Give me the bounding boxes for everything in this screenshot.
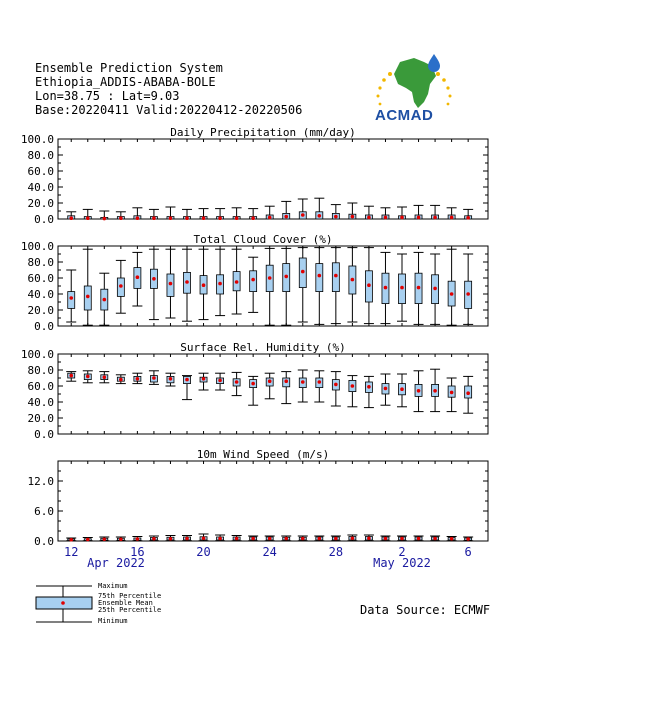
mean-dot bbox=[218, 537, 222, 541]
box-12 bbox=[66, 212, 76, 220]
box-21 bbox=[215, 373, 225, 390]
mean-dot bbox=[450, 391, 454, 395]
panel-title: 10m Wind Speed (m/s) bbox=[196, 448, 330, 461]
panel-2 bbox=[21, 341, 488, 441]
y-tick-label: 80.0 bbox=[27, 364, 54, 377]
box-15 bbox=[116, 375, 126, 384]
box-19 bbox=[182, 209, 192, 220]
mean-dot bbox=[152, 277, 156, 281]
box-17 bbox=[149, 536, 159, 541]
mean-dot bbox=[433, 216, 437, 220]
box-21 bbox=[215, 249, 225, 315]
mean-dot bbox=[69, 296, 73, 300]
header-system: Ensemble Prediction System bbox=[35, 61, 223, 75]
mean-dot bbox=[433, 389, 437, 393]
box-26 bbox=[298, 370, 308, 402]
mean-dot bbox=[251, 382, 255, 386]
mean-dot bbox=[136, 216, 140, 220]
box-1 bbox=[380, 536, 390, 541]
box-22 bbox=[232, 536, 242, 541]
mean-dot bbox=[450, 537, 454, 541]
y-tick-label: 60.0 bbox=[27, 165, 54, 178]
panel-1 bbox=[21, 233, 488, 333]
box-4 bbox=[430, 536, 440, 541]
mean-dot bbox=[119, 378, 123, 382]
y-tick-label: 80.0 bbox=[27, 149, 54, 162]
box-16 bbox=[132, 252, 142, 306]
mean-dot bbox=[103, 375, 107, 379]
box-5 bbox=[447, 208, 457, 219]
box-21 bbox=[215, 209, 225, 220]
mean-dot bbox=[152, 376, 156, 380]
mean-dot bbox=[301, 213, 305, 217]
mean-dot bbox=[351, 536, 355, 540]
box-2 bbox=[397, 536, 407, 541]
box-3 bbox=[414, 371, 424, 412]
box-19 bbox=[182, 376, 192, 400]
x-tick-label: 6 bbox=[464, 545, 472, 559]
mean-dot bbox=[301, 270, 305, 274]
mean-dot bbox=[400, 216, 404, 220]
panel-title: Daily Precipitation (mm/day) bbox=[170, 126, 356, 139]
panel-title: Total Cloud Cover (%) bbox=[193, 233, 333, 246]
x-tick-label: 28 bbox=[328, 545, 344, 559]
box-23 bbox=[248, 209, 258, 220]
box-17 bbox=[149, 371, 159, 385]
mean-dot bbox=[185, 378, 189, 382]
mean-dot bbox=[450, 216, 454, 220]
box-30 bbox=[364, 206, 374, 219]
x-tick-label: 16 bbox=[130, 545, 145, 559]
mean-dot bbox=[268, 216, 272, 220]
box-14 bbox=[99, 537, 109, 541]
legend-label: 75th Percentile bbox=[98, 592, 162, 600]
mean-dot bbox=[235, 216, 239, 220]
mean-dot bbox=[284, 215, 288, 219]
box-24 bbox=[265, 536, 275, 541]
mean-dot bbox=[103, 537, 107, 541]
y-tick-label: 40.0 bbox=[27, 396, 54, 409]
box-18 bbox=[165, 207, 175, 220]
box-6 bbox=[463, 376, 473, 413]
box-23 bbox=[248, 257, 258, 312]
x-tick-label: 24 bbox=[262, 545, 277, 559]
box-16 bbox=[132, 208, 142, 220]
mean-dot bbox=[86, 375, 90, 379]
mean-dot bbox=[318, 380, 322, 384]
mean-dot bbox=[318, 214, 322, 218]
panel-frame bbox=[58, 139, 488, 219]
mean-dot bbox=[136, 377, 140, 381]
y-tick-label: 40.0 bbox=[27, 288, 54, 301]
mean-dot bbox=[417, 286, 421, 290]
mean-dot bbox=[169, 216, 173, 220]
box-24 bbox=[265, 206, 275, 219]
mean-dot bbox=[466, 537, 470, 541]
box-23 bbox=[248, 376, 258, 405]
box-24 bbox=[265, 373, 275, 399]
box-28 bbox=[331, 372, 341, 406]
mean-dot bbox=[218, 216, 222, 220]
panel-title: Surface Rel. Humidity (%) bbox=[180, 341, 346, 354]
panel-3 bbox=[28, 448, 489, 548]
box-3 bbox=[414, 252, 424, 324]
box-20 bbox=[199, 209, 209, 220]
mean-dot bbox=[400, 387, 404, 391]
mean-dot bbox=[251, 537, 255, 541]
mean-dot bbox=[202, 283, 206, 287]
mean-dot bbox=[268, 379, 272, 383]
mean-dot bbox=[136, 275, 140, 279]
box-22 bbox=[232, 249, 242, 314]
header-station: Ethiopia_ADDIS-ABABA-BOLE bbox=[35, 75, 216, 89]
y-tick-label: 60.0 bbox=[27, 272, 54, 285]
box-30 bbox=[364, 535, 374, 541]
box-15 bbox=[116, 260, 126, 313]
header-dates: Base:20220411 Valid:20220412-20220506 bbox=[35, 103, 303, 117]
mean-dot bbox=[384, 537, 388, 541]
mean-dot bbox=[202, 536, 206, 540]
mean-dot bbox=[169, 282, 173, 286]
y-tick-label: 6.0 bbox=[34, 505, 54, 518]
box-6 bbox=[463, 537, 473, 541]
box-2 bbox=[397, 207, 407, 219]
box-4 bbox=[430, 254, 440, 324]
mean-dot bbox=[235, 537, 239, 541]
box-20 bbox=[199, 249, 209, 319]
box-16 bbox=[132, 373, 142, 383]
mean-dot bbox=[466, 292, 470, 296]
mean-dot bbox=[284, 379, 288, 383]
month-label-may: May 2022 bbox=[373, 556, 431, 570]
mean-dot bbox=[202, 216, 206, 220]
box-29 bbox=[347, 376, 357, 407]
box-21 bbox=[215, 535, 225, 541]
box-18 bbox=[165, 373, 175, 386]
mean-dot bbox=[119, 537, 123, 541]
mean-dot bbox=[235, 280, 239, 284]
box-15 bbox=[116, 537, 126, 541]
panel-frame bbox=[58, 461, 488, 541]
header-coords: Lon=38.75 : Lat=9.03 bbox=[35, 89, 180, 103]
mean-dot bbox=[466, 391, 470, 395]
box-12 bbox=[66, 270, 76, 322]
box-26 bbox=[298, 536, 308, 541]
y-tick-label: 20.0 bbox=[27, 197, 54, 210]
mean-dot bbox=[119, 216, 123, 220]
box-2 bbox=[397, 374, 407, 407]
box-15 bbox=[116, 212, 126, 220]
mean-dot bbox=[268, 276, 272, 280]
legend-label: Minimum bbox=[98, 617, 128, 625]
box-22 bbox=[232, 372, 242, 395]
mean-dot bbox=[103, 298, 107, 302]
x-tick-label: 2 bbox=[398, 545, 406, 559]
box-5 bbox=[447, 537, 457, 541]
mean-dot bbox=[384, 286, 388, 290]
box-13 bbox=[83, 371, 93, 383]
box-27 bbox=[314, 248, 324, 325]
box-4 bbox=[430, 369, 440, 411]
mean-dot bbox=[301, 380, 305, 384]
mean-dot bbox=[351, 215, 355, 219]
box-5 bbox=[447, 249, 457, 325]
mean-dot bbox=[384, 387, 388, 391]
mean-dot bbox=[69, 538, 73, 542]
box-6 bbox=[463, 254, 473, 324]
box-23 bbox=[248, 536, 258, 541]
box-1 bbox=[380, 208, 390, 219]
mean-dot bbox=[334, 215, 338, 219]
box-25 bbox=[281, 201, 291, 219]
box-29 bbox=[347, 203, 357, 219]
mean-dot bbox=[235, 380, 239, 384]
box-12 bbox=[66, 372, 76, 382]
mean-dot bbox=[218, 379, 222, 383]
mean-dot bbox=[185, 216, 189, 220]
box-12 bbox=[66, 538, 76, 542]
box-13 bbox=[83, 249, 93, 325]
box-17 bbox=[149, 209, 159, 220]
iqr-box bbox=[68, 292, 75, 309]
mean-dot bbox=[334, 274, 338, 278]
box-22 bbox=[232, 208, 242, 220]
mean-dot bbox=[284, 275, 288, 279]
mean-dot bbox=[384, 216, 388, 220]
mean-dot bbox=[69, 216, 73, 220]
box-3 bbox=[414, 536, 424, 541]
y-tick-label: 40.0 bbox=[27, 181, 54, 194]
box-27 bbox=[314, 536, 324, 541]
box-25 bbox=[281, 372, 291, 404]
y-tick-label: 0.0 bbox=[34, 320, 54, 333]
mean-dot bbox=[268, 537, 272, 541]
box-1 bbox=[380, 374, 390, 405]
y-tick-label: 80.0 bbox=[27, 256, 54, 269]
box-13 bbox=[83, 538, 93, 542]
y-tick-label: 0.0 bbox=[34, 213, 54, 226]
mean-dot bbox=[367, 283, 371, 287]
mean-dot bbox=[417, 389, 421, 393]
panel-frame bbox=[58, 354, 488, 434]
mean-dot bbox=[251, 216, 255, 220]
box-24 bbox=[265, 248, 275, 325]
box-29 bbox=[347, 248, 357, 322]
box-3 bbox=[414, 205, 424, 219]
box-26 bbox=[298, 248, 308, 322]
box-20 bbox=[199, 373, 209, 390]
box-16 bbox=[132, 537, 142, 541]
mean-dot bbox=[318, 274, 322, 278]
y-tick-label: 0.0 bbox=[34, 535, 54, 548]
y-tick-label: 0.0 bbox=[34, 428, 54, 441]
legend-label: Maximum bbox=[98, 582, 128, 590]
y-tick-label: 100.0 bbox=[20, 348, 54, 361]
box-14 bbox=[99, 372, 109, 383]
mean-dot bbox=[185, 537, 189, 541]
x-tick-label: 12 bbox=[64, 545, 79, 559]
mean-dot bbox=[86, 538, 90, 542]
legend-label: 25th Percentile bbox=[98, 606, 162, 614]
mean-dot bbox=[351, 384, 355, 388]
mean-dot bbox=[466, 216, 470, 220]
box-1 bbox=[380, 252, 390, 323]
box-27 bbox=[314, 371, 324, 402]
y-tick-label: 12.0 bbox=[27, 475, 54, 488]
y-tick-label: 100.0 bbox=[20, 133, 54, 146]
mean-dot bbox=[301, 537, 305, 541]
box-28 bbox=[331, 248, 341, 324]
mean-dot bbox=[367, 216, 371, 220]
mean-dot bbox=[318, 537, 322, 541]
box-14 bbox=[99, 273, 109, 325]
mean-dot bbox=[433, 287, 437, 291]
box-2 bbox=[397, 254, 407, 321]
mean-dot bbox=[400, 537, 404, 541]
mean-dot bbox=[86, 216, 90, 220]
box-30 bbox=[364, 376, 374, 407]
box-30 bbox=[364, 248, 374, 324]
box-13 bbox=[83, 209, 93, 220]
mean-dot bbox=[367, 536, 371, 540]
panel-0 bbox=[21, 126, 488, 226]
box-19 bbox=[182, 536, 192, 541]
mean-dot bbox=[103, 217, 107, 221]
mean-dot bbox=[169, 537, 173, 541]
month-label-apr: Apr 2022 bbox=[87, 556, 145, 570]
mean-dot bbox=[169, 377, 173, 381]
box-4 bbox=[430, 205, 440, 219]
mean-dot bbox=[400, 286, 404, 290]
box-29 bbox=[347, 535, 357, 541]
box-19 bbox=[182, 249, 192, 321]
legend-label: Ensemble Mean bbox=[98, 599, 153, 607]
box-27 bbox=[314, 198, 324, 219]
box-18 bbox=[165, 536, 175, 541]
mean-dot bbox=[86, 295, 90, 299]
mean-dot bbox=[119, 284, 123, 288]
mean-dot bbox=[185, 280, 189, 284]
legend bbox=[36, 586, 92, 622]
mean-dot bbox=[367, 385, 371, 389]
box-25 bbox=[281, 536, 291, 541]
mean-dot bbox=[136, 537, 140, 541]
data-source-label: Data Source: ECMWF bbox=[360, 603, 491, 617]
box-20 bbox=[199, 534, 209, 541]
box-18 bbox=[165, 249, 175, 318]
acmad-logo-text: ACMAD bbox=[375, 107, 434, 124]
mean-dot bbox=[284, 537, 288, 541]
box-25 bbox=[281, 248, 291, 325]
mean-dot bbox=[417, 537, 421, 541]
mean-dot bbox=[152, 216, 156, 220]
box-6 bbox=[463, 209, 473, 219]
box-17 bbox=[149, 249, 159, 319]
mean-dot bbox=[351, 278, 355, 282]
box-26 bbox=[298, 199, 308, 219]
y-tick-label: 60.0 bbox=[27, 380, 54, 393]
y-tick-label: 20.0 bbox=[27, 304, 54, 317]
legend-mean-dot bbox=[61, 601, 65, 605]
y-tick-label: 100.0 bbox=[20, 240, 54, 253]
mean-dot bbox=[433, 537, 437, 541]
mean-dot bbox=[218, 282, 222, 286]
mean-dot bbox=[334, 383, 338, 387]
mean-dot bbox=[334, 537, 338, 541]
box-28 bbox=[331, 536, 341, 541]
mean-dot bbox=[152, 537, 156, 541]
y-tick-label: 20.0 bbox=[27, 412, 54, 425]
mean-dot bbox=[450, 292, 454, 296]
mean-dot bbox=[202, 377, 206, 381]
box-5 bbox=[447, 378, 457, 412]
box-14 bbox=[99, 211, 109, 220]
mean-dot bbox=[417, 216, 421, 220]
mean-dot bbox=[251, 278, 255, 282]
iqr-box bbox=[316, 264, 323, 292]
mean-dot bbox=[69, 374, 73, 378]
box-28 bbox=[331, 205, 341, 219]
x-tick-label: 20 bbox=[196, 545, 211, 559]
